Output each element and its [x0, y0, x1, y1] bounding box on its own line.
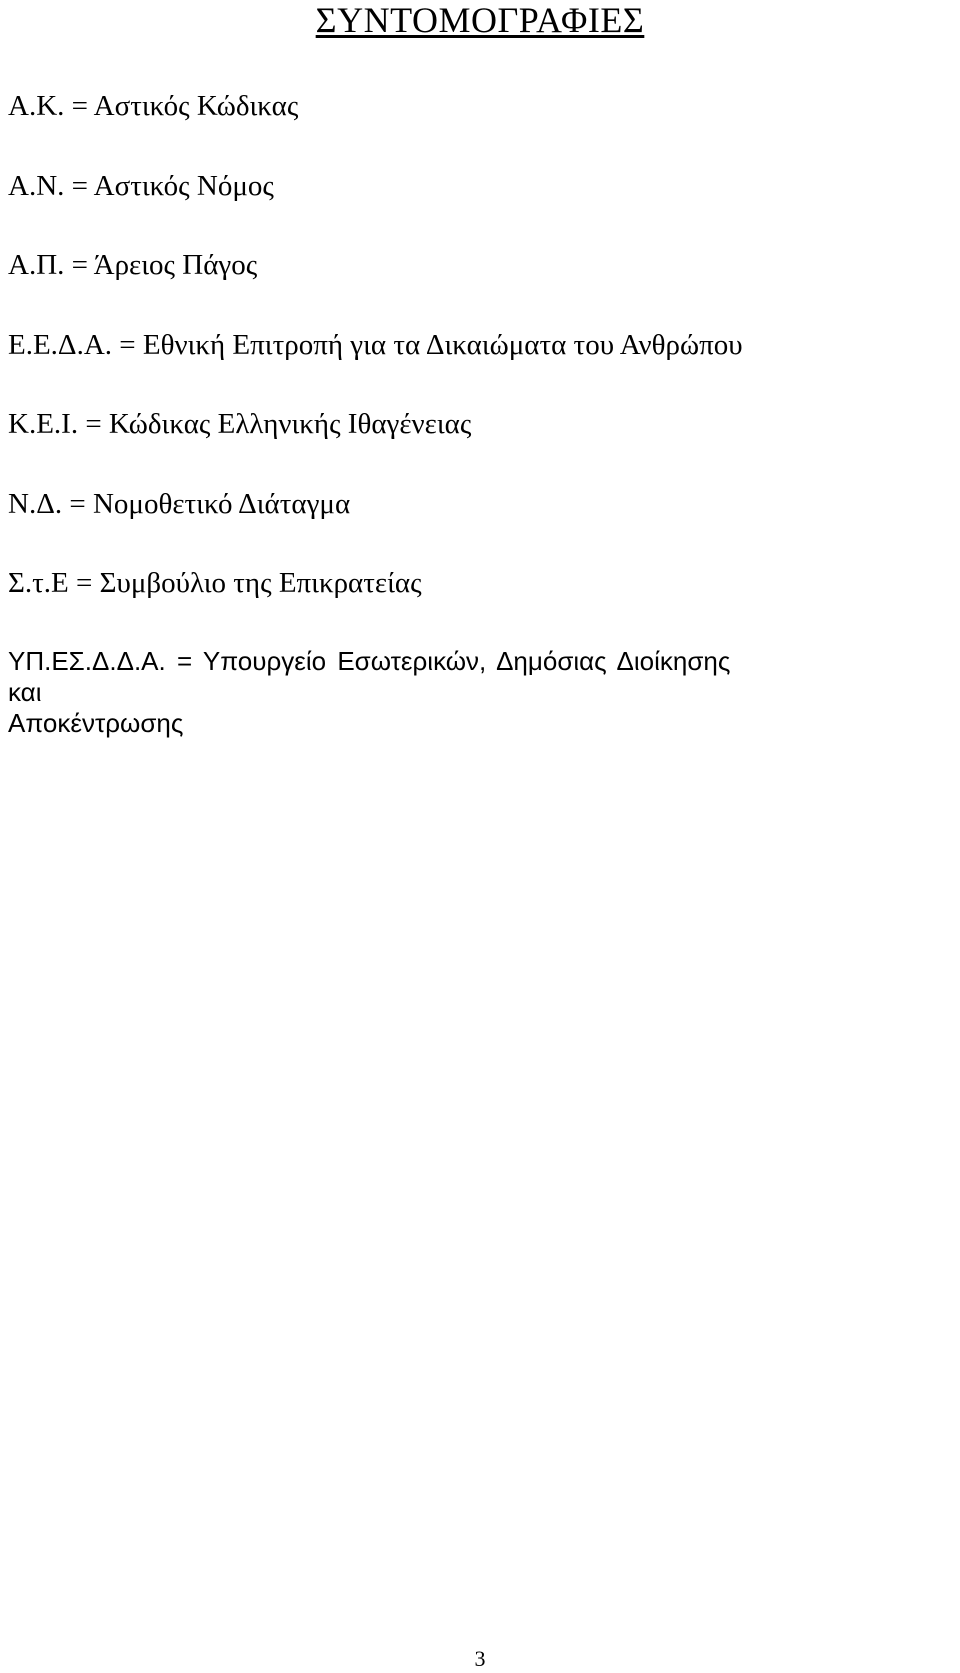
abbreviation-line: ΥΠ.ΕΣ.Δ.Δ.Α. = Υπουργείο Εσωτερικών, Δημόσιας Διοίκησης — [8, 646, 731, 676]
abbreviation-entry: Α.Ν. = Αστικός Νόμος — [8, 170, 274, 202]
abbreviation-entry: Κ.Ε.Ι. = Κώδικας Ελληνικής Ιθαγένειας — [8, 408, 472, 440]
abbreviation-entry: Ε.Ε.Δ.Α. = Εθνική Επιτροπή για τα Δικαιώματα του Ανθρώπου — [8, 329, 743, 361]
abbreviation-line: Αποκέντρωσης — [8, 708, 184, 738]
abbreviation-entry: Σ.τ.Ε = Συμβούλιο της Επικρατείας — [8, 567, 422, 599]
page-number: 3 — [474, 1646, 486, 1671]
abbreviation-entry: Α.Π. = Άρειος Πάγος — [8, 249, 258, 281]
abbreviation-entry: Ν.Δ. = Νομοθετικό Διάταγμα — [8, 488, 351, 520]
abbreviation-line: και — [8, 677, 42, 707]
page-title: ΣΥΝΤΟΜΟΓΡΑΦΙΕΣ — [315, 0, 645, 40]
abbreviation-entry: Α.Κ. = Αστικός Κώδικας — [8, 90, 299, 122]
abbreviation-entry-multiline — [8, 646, 960, 739]
